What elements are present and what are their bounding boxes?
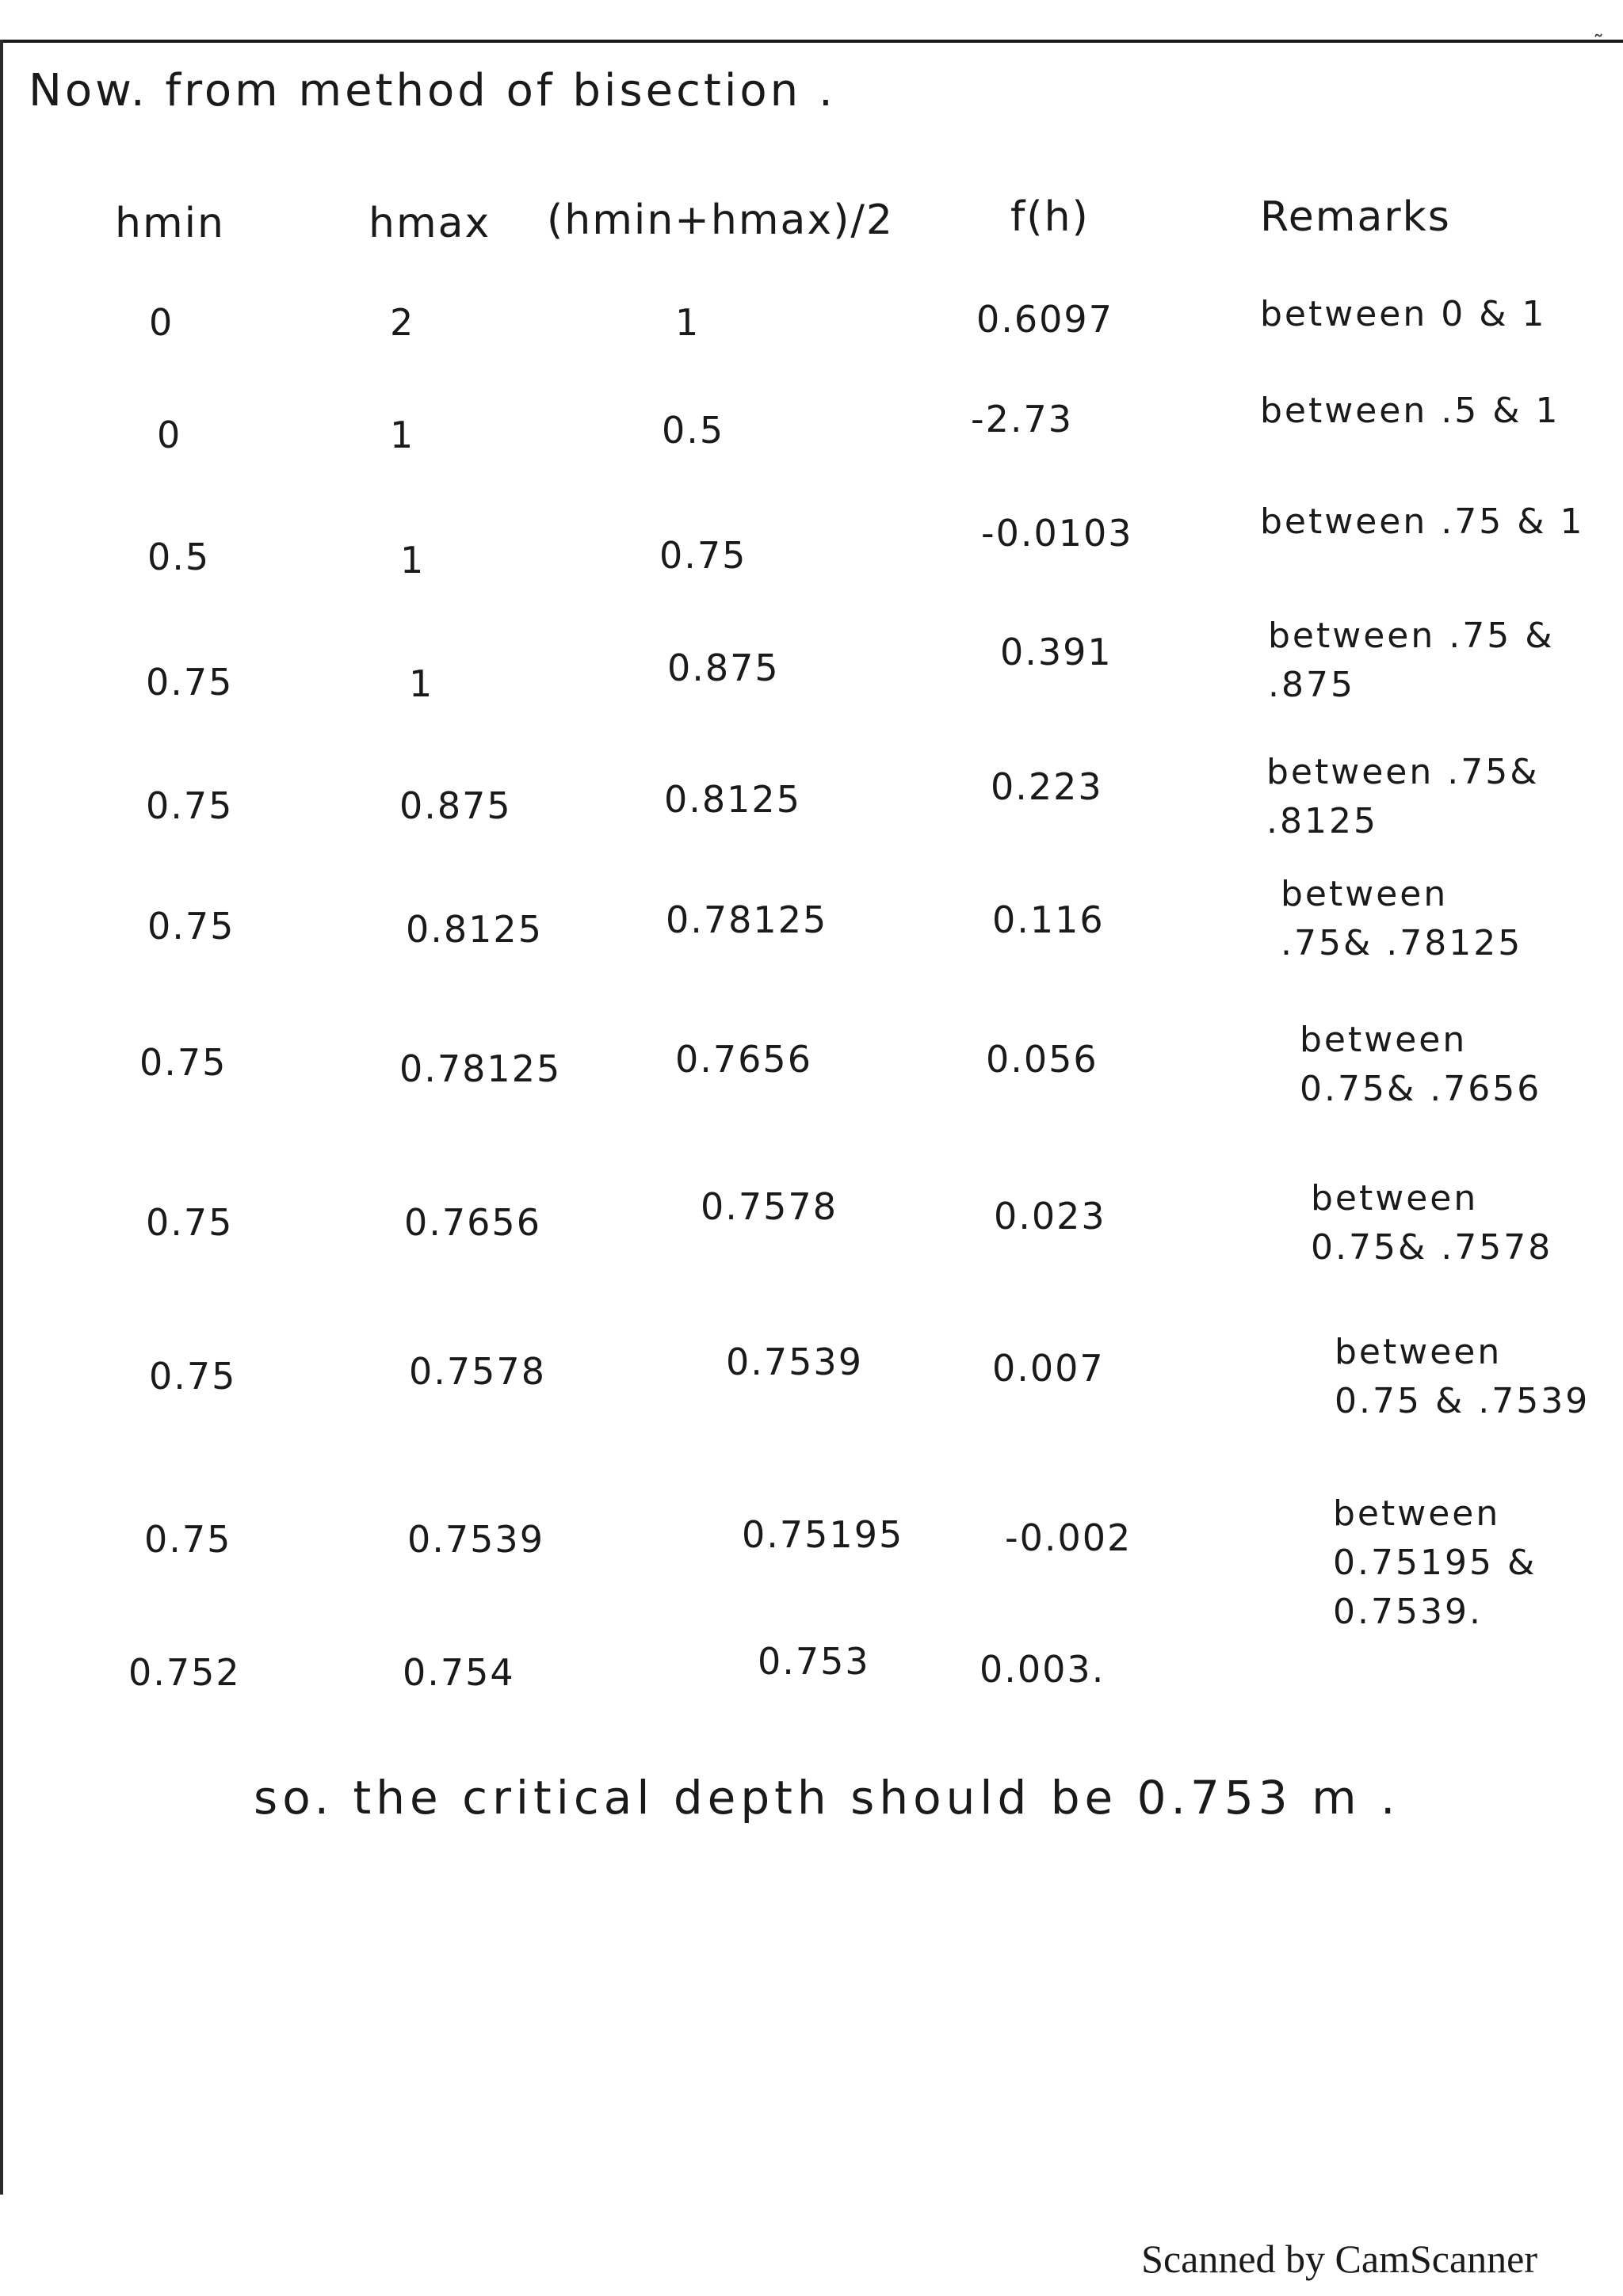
table-cell-mid: 0.75195 <box>742 1513 904 1556</box>
table-cell-mid: 0.753 <box>758 1640 870 1683</box>
table-cell-hmax: 0.875 <box>399 784 512 827</box>
page-heading: Now. from method of bisection . <box>29 65 836 116</box>
table-cell-mid: 0.78125 <box>666 898 828 941</box>
table-cell-mid: 0.8125 <box>664 778 801 821</box>
table-cell-fh: 0.007 <box>992 1347 1105 1390</box>
table-cell-hmin: 0.752 <box>128 1651 241 1694</box>
table-cell-hmin: 0 <box>149 301 174 344</box>
table-cell-remark: between 0 & 1 <box>1260 294 1547 334</box>
table-cell-hmin: 0.75 <box>144 1518 232 1561</box>
table-cell-hmin: 0.75 <box>146 661 234 704</box>
table-cell-fh: 0.391 <box>1000 631 1113 673</box>
table-cell-fh: 0.6097 <box>976 298 1113 341</box>
table-cell-remark: between .5 & 1 <box>1260 391 1560 431</box>
table-cell-hmin: 0.75 <box>147 905 235 948</box>
table-cell-hmax: 2 <box>390 301 415 344</box>
table-cell-hmin: 0.75 <box>149 1355 237 1398</box>
page-rule-top <box>0 40 1623 43</box>
header-fh: f(h) <box>1010 193 1090 241</box>
table-cell-fh: -0.002 <box>1005 1516 1132 1559</box>
table-cell-hmin: 0.75 <box>146 784 234 827</box>
table-cell-remark: between 0.75& .7578 <box>1311 1178 1553 1268</box>
table-cell-remark: between 0.75 & .7539 <box>1335 1332 1591 1421</box>
header-hmin: hmin <box>115 200 226 247</box>
table-cell-hmax: 1 <box>409 662 434 705</box>
table-cell-hmax: 0.7539 <box>407 1518 544 1561</box>
table-cell-hmax: 1 <box>390 414 415 456</box>
table-cell-hmax: 0.78125 <box>399 1047 562 1090</box>
table-cell-fh: -2.73 <box>971 398 1074 441</box>
header-remarks: Remarks <box>1260 193 1451 241</box>
table-cell-remark: between .75& .8125 <box>1266 752 1540 841</box>
table-cell-remark: between .75& .78125 <box>1281 874 1523 963</box>
page-rule-left <box>0 40 3 2195</box>
table-cell-fh: 0.023 <box>994 1195 1106 1238</box>
table-cell-fh: 0.056 <box>986 1038 1098 1081</box>
table-cell-hmax: 0.8125 <box>406 908 543 951</box>
table-cell-mid: 0.5 <box>662 409 725 452</box>
header-hmax: hmax <box>369 200 491 247</box>
table-cell-hmin: 0.75 <box>139 1041 227 1084</box>
table-cell-hmax: 0.7656 <box>404 1201 541 1244</box>
table-cell-remark: between 0.75195 & 0.7539. <box>1333 1493 1537 1632</box>
table-cell-hmin: 0.5 <box>147 536 211 578</box>
table-cell-hmax: 0.7578 <box>409 1350 546 1393</box>
table-cell-mid: 0.875 <box>667 646 780 689</box>
table-cell-hmin: 0 <box>157 414 182 456</box>
table-cell-hmin: 0.75 <box>146 1201 234 1244</box>
table-cell-remark: between .75 & 1 <box>1260 502 1585 542</box>
table-cell-mid: 1 <box>675 301 701 344</box>
table-cell-fh: -0.0103 <box>981 512 1133 555</box>
table-cell-fh: 0.116 <box>992 898 1105 941</box>
pen-mark: ˜ <box>1593 30 1604 56</box>
conclusion-text: so. the critical depth should be 0.753 m . <box>254 1771 1400 1825</box>
table-cell-mid: 0.7539 <box>726 1341 863 1383</box>
table-cell-fh: 0.223 <box>991 765 1103 808</box>
table-cell-mid: 0.7578 <box>701 1185 838 1228</box>
table-cell-fh: 0.003. <box>980 1648 1106 1691</box>
table-cell-hmax: 1 <box>400 539 426 582</box>
table-cell-mid: 0.7656 <box>675 1038 812 1081</box>
header-midpoint: (hmin+hmax)/2 <box>547 196 895 244</box>
scanner-watermark: Scanned by CamScanner <box>1141 2237 1537 2281</box>
table-cell-hmax: 0.754 <box>403 1651 515 1694</box>
table-cell-mid: 0.75 <box>659 534 747 577</box>
table-cell-remark: between 0.75& .7656 <box>1300 1020 1542 1109</box>
table-cell-remark: between .75 & .875 <box>1268 616 1555 705</box>
